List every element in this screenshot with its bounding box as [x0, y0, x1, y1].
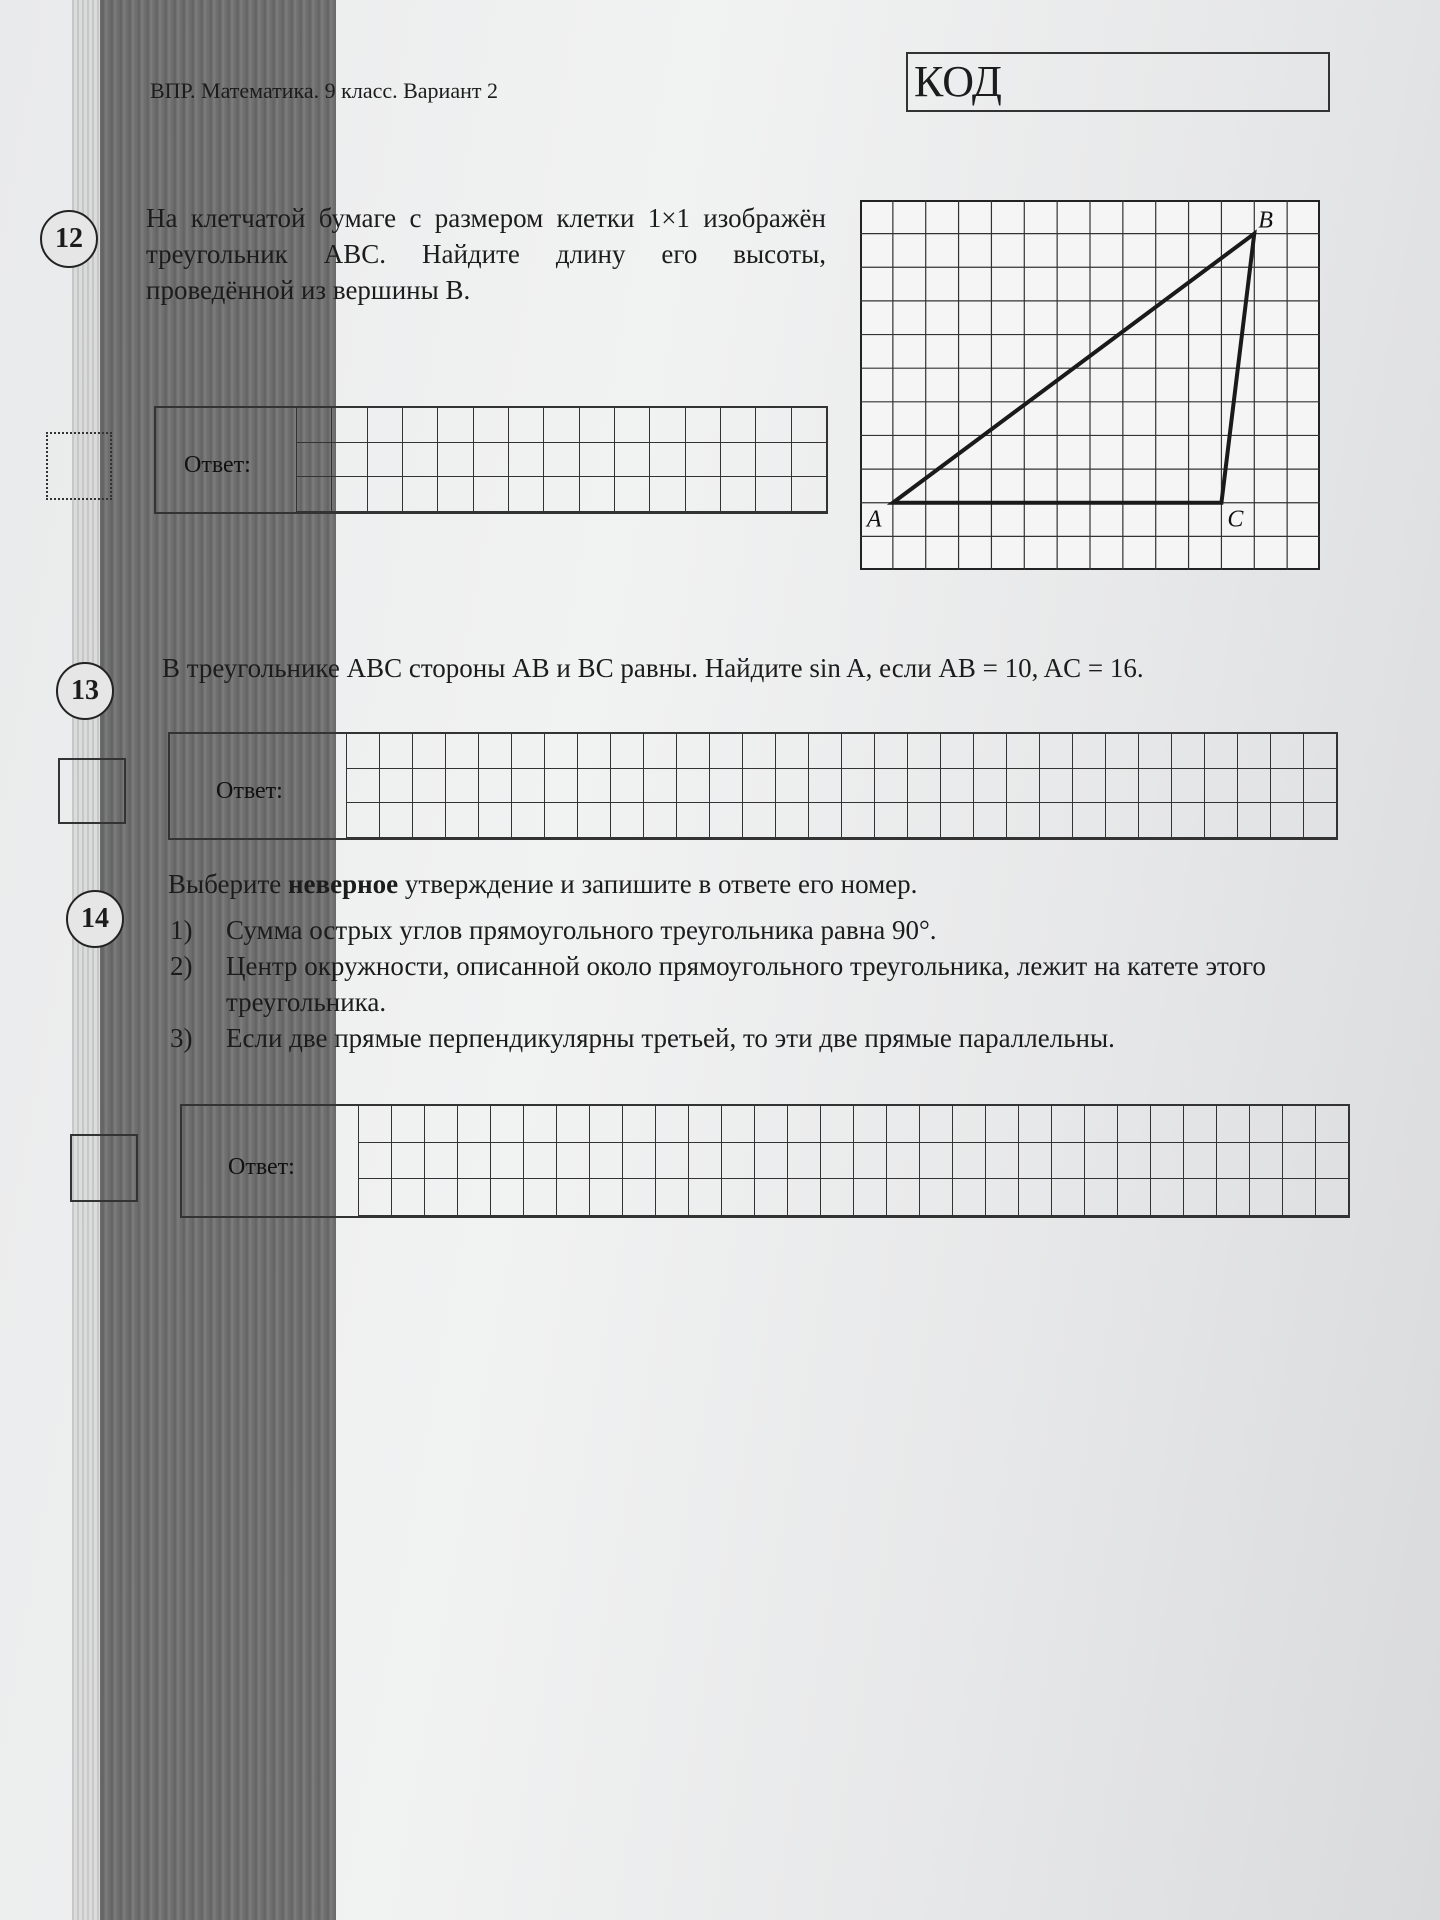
answer-cell[interactable]	[1304, 734, 1337, 769]
answer-cell[interactable]	[677, 803, 710, 838]
option-number: 2)	[170, 951, 193, 981]
answer-cell[interactable]	[368, 477, 403, 512]
answer-cell[interactable]	[615, 443, 650, 478]
answer-cell[interactable]	[1007, 803, 1040, 838]
answer-cell[interactable]	[347, 734, 380, 769]
answer-cell[interactable]	[1250, 1179, 1283, 1216]
option-3	[170, 1020, 1310, 1056]
answer-box-13	[168, 732, 1338, 840]
answer-cell[interactable]	[755, 1106, 788, 1143]
answer-cell[interactable]	[623, 1143, 656, 1180]
answer-cell[interactable]	[722, 1179, 755, 1216]
answer-cells-13[interactable]	[346, 734, 1337, 838]
answer-cell[interactable]	[413, 734, 446, 769]
answer-label-13: Ответ:	[216, 778, 283, 804]
answer-cell[interactable]	[297, 443, 332, 478]
answer-cell[interactable]	[1250, 1106, 1283, 1143]
answer-cell[interactable]	[509, 408, 544, 443]
answer-cell[interactable]	[590, 1106, 623, 1143]
answer-cell[interactable]	[1205, 769, 1238, 804]
task-14-intro	[168, 866, 1268, 902]
answer-cell[interactable]	[650, 443, 685, 478]
answer-cell[interactable]	[1184, 1179, 1217, 1216]
answer-cell[interactable]	[438, 408, 473, 443]
answer-cell[interactable]	[413, 803, 446, 838]
answer-cell[interactable]	[512, 803, 545, 838]
answer-cell[interactable]	[458, 1106, 491, 1143]
answer-cell[interactable]	[908, 769, 941, 804]
answer-cell[interactable]	[776, 803, 809, 838]
answer-cell[interactable]	[1172, 734, 1205, 769]
answer-cell[interactable]	[1304, 769, 1337, 804]
answer-cell[interactable]	[524, 1143, 557, 1180]
vertex-label-b: B	[1258, 207, 1273, 234]
answer-cell[interactable]	[809, 734, 842, 769]
answer-cell[interactable]	[792, 408, 827, 443]
answer-cell[interactable]	[580, 443, 615, 478]
answer-cell[interactable]	[438, 443, 473, 478]
answer-cell[interactable]	[986, 1106, 1019, 1143]
answer-cell[interactable]	[788, 1179, 821, 1216]
score-box-12[interactable]	[46, 432, 112, 500]
answer-cell[interactable]	[776, 734, 809, 769]
answer-cell[interactable]	[1238, 803, 1271, 838]
answer-cell[interactable]	[722, 1143, 755, 1180]
answer-cell[interactable]	[908, 734, 941, 769]
answer-cell[interactable]	[686, 477, 721, 512]
answer-cell[interactable]	[1151, 1179, 1184, 1216]
answer-cell[interactable]	[545, 769, 578, 804]
answer-cell[interactable]	[710, 769, 743, 804]
answer-cell[interactable]	[544, 477, 579, 512]
answer-cell[interactable]	[491, 1179, 524, 1216]
answer-cell[interactable]	[1139, 803, 1172, 838]
option-1	[170, 912, 1310, 948]
answer-cell[interactable]	[788, 1106, 821, 1143]
answer-cell[interactable]	[854, 1143, 887, 1180]
answer-cell[interactable]	[756, 443, 791, 478]
answer-cell[interactable]	[743, 803, 776, 838]
answer-cell[interactable]	[1271, 734, 1304, 769]
answer-cell[interactable]	[887, 1143, 920, 1180]
answer-cell[interactable]	[1118, 1179, 1151, 1216]
answer-cell[interactable]	[623, 1179, 656, 1216]
answer-cell[interactable]	[842, 734, 875, 769]
score-box-13[interactable]	[58, 758, 126, 824]
answer-cell[interactable]	[380, 734, 413, 769]
vertex-label-a: A	[866, 506, 882, 533]
answer-cell[interactable]	[710, 734, 743, 769]
code-box[interactable]	[906, 52, 1330, 112]
answer-cell[interactable]	[1019, 1106, 1052, 1143]
answer-cell[interactable]	[359, 1143, 392, 1180]
answer-cell[interactable]	[650, 477, 685, 512]
answer-cell[interactable]	[1316, 1106, 1349, 1143]
answer-label-14: Ответ:	[228, 1154, 295, 1180]
answer-cell[interactable]	[821, 1106, 854, 1143]
task-number-14: 14	[66, 890, 124, 948]
answer-cell[interactable]	[792, 477, 827, 512]
answer-cell[interactable]	[656, 1143, 689, 1180]
answer-cell[interactable]	[953, 1179, 986, 1216]
answer-cell[interactable]	[557, 1106, 590, 1143]
answer-cell[interactable]	[756, 408, 791, 443]
answer-cell[interactable]	[458, 1143, 491, 1180]
answer-cell[interactable]	[809, 769, 842, 804]
answer-cell[interactable]	[689, 1106, 722, 1143]
triangle-figure	[860, 200, 1320, 570]
answer-cell[interactable]	[1250, 1143, 1283, 1180]
answer-cell[interactable]	[1151, 1106, 1184, 1143]
answer-cell[interactable]	[611, 769, 644, 804]
answer-cells-12[interactable]	[296, 408, 827, 512]
answer-cell[interactable]	[524, 1106, 557, 1143]
answer-cell[interactable]	[788, 1143, 821, 1180]
answer-cell[interactable]	[413, 769, 446, 804]
answer-cell[interactable]	[1040, 803, 1073, 838]
answer-cell[interactable]	[842, 769, 875, 804]
answer-cell[interactable]	[1184, 1143, 1217, 1180]
answer-box-12	[154, 406, 828, 514]
answer-cell[interactable]	[580, 477, 615, 512]
answer-cell[interactable]	[615, 477, 650, 512]
answer-cell[interactable]	[941, 734, 974, 769]
option-text: Центр окружности, описанной около прямоугольного треугольника, лежит на катете этого треугольника.	[226, 951, 1266, 1017]
answer-cell[interactable]	[332, 443, 367, 478]
answer-box-14	[180, 1104, 1350, 1218]
answer-cell[interactable]	[908, 803, 941, 838]
answer-cell[interactable]	[332, 408, 367, 443]
answer-cell[interactable]	[438, 477, 473, 512]
answer-cell[interactable]	[710, 803, 743, 838]
code-label: КОД	[914, 57, 1002, 106]
answer-cell[interactable]	[1184, 1106, 1217, 1143]
answer-cell[interactable]	[380, 803, 413, 838]
answer-cells-14[interactable]	[358, 1106, 1349, 1216]
answer-cell[interactable]	[509, 477, 544, 512]
answer-cell[interactable]	[1217, 1143, 1250, 1180]
option-2	[170, 948, 1310, 1020]
answer-cell[interactable]	[1205, 803, 1238, 838]
answer-cell[interactable]	[650, 408, 685, 443]
task-number-13: 13	[56, 662, 114, 720]
answer-cell[interactable]	[403, 443, 438, 478]
answer-cell[interactable]	[1106, 769, 1139, 804]
answer-cell[interactable]	[644, 803, 677, 838]
answer-cell[interactable]	[887, 1106, 920, 1143]
answer-label-12: Ответ:	[184, 452, 251, 478]
answer-cell[interactable]	[1085, 1106, 1118, 1143]
answer-cell[interactable]	[446, 769, 479, 804]
answer-cell[interactable]	[1304, 803, 1337, 838]
answer-cell[interactable]	[578, 769, 611, 804]
answer-cell[interactable]	[474, 477, 509, 512]
answer-cell[interactable]	[644, 769, 677, 804]
answer-cell[interactable]	[623, 1106, 656, 1143]
answer-cell[interactable]	[941, 769, 974, 804]
answer-cell[interactable]	[1205, 734, 1238, 769]
answer-cell[interactable]	[1106, 803, 1139, 838]
answer-cell[interactable]	[1151, 1143, 1184, 1180]
answer-cell[interactable]	[1217, 1106, 1250, 1143]
answer-cell[interactable]	[756, 477, 791, 512]
answer-cell[interactable]	[854, 1179, 887, 1216]
answer-cell[interactable]	[1085, 1143, 1118, 1180]
answer-cell[interactable]	[590, 1179, 623, 1216]
answer-cell[interactable]	[920, 1106, 953, 1143]
answer-cell[interactable]	[821, 1143, 854, 1180]
answer-cell[interactable]	[1238, 734, 1271, 769]
answer-cell[interactable]	[686, 408, 721, 443]
answer-cell[interactable]	[425, 1143, 458, 1180]
answer-cell[interactable]	[474, 443, 509, 478]
answer-cell[interactable]	[953, 1143, 986, 1180]
answer-cell[interactable]	[1007, 769, 1040, 804]
answer-cell[interactable]	[974, 734, 1007, 769]
answer-cell[interactable]	[689, 1143, 722, 1180]
answer-cell[interactable]	[842, 803, 875, 838]
answer-cell[interactable]	[743, 769, 776, 804]
answer-cell[interactable]	[557, 1179, 590, 1216]
answer-cell[interactable]	[297, 408, 332, 443]
answer-cell[interactable]	[1052, 1179, 1085, 1216]
answer-cell[interactable]	[721, 443, 756, 478]
answer-cell[interactable]	[545, 734, 578, 769]
answer-cell[interactable]	[544, 408, 579, 443]
task-13-text: В треугольнике ABC стороны AB и BC равны. Найдите sin A, если AB = 10, AC = 16.	[162, 653, 1144, 683]
answer-cell[interactable]	[776, 769, 809, 804]
answer-cell[interactable]	[743, 734, 776, 769]
answer-cell[interactable]	[479, 803, 512, 838]
answer-cell[interactable]	[1172, 803, 1205, 838]
answer-cell[interactable]	[544, 443, 579, 478]
task-number-12: 12	[40, 210, 98, 268]
answer-cell[interactable]	[590, 1143, 623, 1180]
answer-cell[interactable]	[656, 1106, 689, 1143]
answer-cell[interactable]	[920, 1179, 953, 1216]
answer-cell[interactable]	[580, 408, 615, 443]
intro-bold: неверное	[288, 869, 399, 899]
answer-cell[interactable]	[722, 1106, 755, 1143]
vertex-label-c: C	[1227, 506, 1244, 533]
answer-cell[interactable]	[479, 734, 512, 769]
answer-cell[interactable]	[986, 1143, 1019, 1180]
answer-cell[interactable]	[1238, 769, 1271, 804]
answer-cell[interactable]	[1019, 1179, 1052, 1216]
answer-cell[interactable]	[509, 443, 544, 478]
answer-cell[interactable]	[755, 1143, 788, 1180]
answer-cell[interactable]	[615, 408, 650, 443]
answer-cell[interactable]	[479, 769, 512, 804]
answer-cell[interactable]	[1271, 803, 1304, 838]
answer-cell[interactable]	[1118, 1143, 1151, 1180]
answer-cell[interactable]	[1106, 734, 1139, 769]
answer-cell[interactable]	[875, 769, 908, 804]
answer-cell[interactable]	[875, 734, 908, 769]
answer-cell[interactable]	[524, 1179, 557, 1216]
option-text: Если две прямые перпендикулярны третьей, то эти две прямые параллельны.	[226, 1023, 1115, 1053]
answer-cell[interactable]	[1283, 1106, 1316, 1143]
task-14-options	[170, 912, 1310, 1056]
answer-cell[interactable]	[677, 769, 710, 804]
task-12-text: На клетчатой бумаге с размером клетки 1×1 изображён треугольник ABC. Найдите длину его высоты, проведённой из вершины B.	[146, 203, 826, 305]
answer-cell[interactable]	[1283, 1179, 1316, 1216]
answer-cell[interactable]	[392, 1106, 425, 1143]
answer-cell[interactable]	[755, 1179, 788, 1216]
scanner-shadow	[72, 0, 102, 1920]
answer-cell[interactable]	[512, 734, 545, 769]
answer-cell[interactable]	[347, 803, 380, 838]
option-number: 3)	[170, 1023, 193, 1053]
answer-cell[interactable]	[446, 803, 479, 838]
answer-cell[interactable]	[1172, 769, 1205, 804]
answer-cell[interactable]	[403, 477, 438, 512]
answer-cell[interactable]	[1271, 769, 1304, 804]
answer-cell[interactable]	[1118, 1106, 1151, 1143]
answer-cell[interactable]	[1316, 1179, 1349, 1216]
answer-cell[interactable]	[656, 1179, 689, 1216]
answer-cell[interactable]	[512, 769, 545, 804]
answer-cell[interactable]	[392, 1179, 425, 1216]
answer-cell[interactable]	[458, 1179, 491, 1216]
answer-cell[interactable]	[1019, 1143, 1052, 1180]
answer-cell[interactable]	[1139, 734, 1172, 769]
answer-cell[interactable]	[403, 408, 438, 443]
option-number: 1)	[170, 915, 193, 945]
answer-cell[interactable]	[359, 1179, 392, 1216]
answer-cell[interactable]	[809, 803, 842, 838]
answer-cell[interactable]	[578, 734, 611, 769]
answer-cell[interactable]	[611, 734, 644, 769]
answer-cell[interactable]	[359, 1106, 392, 1143]
answer-cell[interactable]	[1040, 769, 1073, 804]
answer-cell[interactable]	[721, 477, 756, 512]
answer-cell[interactable]	[875, 803, 908, 838]
answer-cell[interactable]	[1073, 803, 1106, 838]
answer-cell[interactable]	[1316, 1143, 1349, 1180]
answer-cell[interactable]	[1085, 1179, 1118, 1216]
answer-cell[interactable]	[578, 803, 611, 838]
answer-cell[interactable]	[974, 769, 1007, 804]
answer-cell[interactable]	[1040, 734, 1073, 769]
answer-cell[interactable]	[821, 1179, 854, 1216]
answer-cell[interactable]	[446, 734, 479, 769]
score-box-14[interactable]	[70, 1134, 138, 1202]
answer-cell[interactable]	[425, 1106, 458, 1143]
answer-cell[interactable]	[1283, 1143, 1316, 1180]
answer-cell[interactable]	[380, 769, 413, 804]
intro-pre: Выберите	[168, 869, 282, 899]
header-title: ВПР. Математика. 9 класс. Вариант 2	[150, 78, 498, 103]
answer-cell[interactable]	[974, 803, 1007, 838]
answer-cell[interactable]	[611, 803, 644, 838]
answer-cell[interactable]	[1052, 1106, 1085, 1143]
answer-cell[interactable]	[474, 408, 509, 443]
answer-cell[interactable]	[368, 408, 403, 443]
answer-cell[interactable]	[1073, 734, 1106, 769]
answer-cell[interactable]	[854, 1106, 887, 1143]
answer-cell[interactable]	[425, 1179, 458, 1216]
answer-cell[interactable]	[332, 477, 367, 512]
answer-cell[interactable]	[1052, 1143, 1085, 1180]
answer-cell[interactable]	[920, 1143, 953, 1180]
answer-cell[interactable]	[1007, 734, 1040, 769]
answer-cell[interactable]	[1217, 1179, 1250, 1216]
intro-post: утверждение и запишите в ответе его номер.	[404, 869, 918, 899]
answer-cell[interactable]	[1139, 769, 1172, 804]
answer-cell[interactable]	[792, 443, 827, 478]
answer-cell[interactable]	[689, 1179, 722, 1216]
answer-cell[interactable]	[953, 1106, 986, 1143]
answer-cell[interactable]	[686, 443, 721, 478]
answer-cell[interactable]	[491, 1143, 524, 1180]
answer-cell[interactable]	[392, 1143, 425, 1180]
answer-cell[interactable]	[491, 1106, 524, 1143]
answer-cell[interactable]	[941, 803, 974, 838]
answer-cell[interactable]	[557, 1143, 590, 1180]
option-text: Сумма острых углов прямоугольного треугольника равна 90°.	[226, 915, 937, 945]
answer-cell[interactable]	[545, 803, 578, 838]
answer-cell[interactable]	[368, 443, 403, 478]
answer-cell[interactable]	[677, 734, 710, 769]
answer-cell[interactable]	[986, 1179, 1019, 1216]
answer-cell[interactable]	[297, 477, 332, 512]
answer-cell[interactable]	[1073, 769, 1106, 804]
answer-cell[interactable]	[644, 734, 677, 769]
answer-cell[interactable]	[721, 408, 756, 443]
answer-cell[interactable]	[347, 769, 380, 804]
answer-cell[interactable]	[887, 1179, 920, 1216]
